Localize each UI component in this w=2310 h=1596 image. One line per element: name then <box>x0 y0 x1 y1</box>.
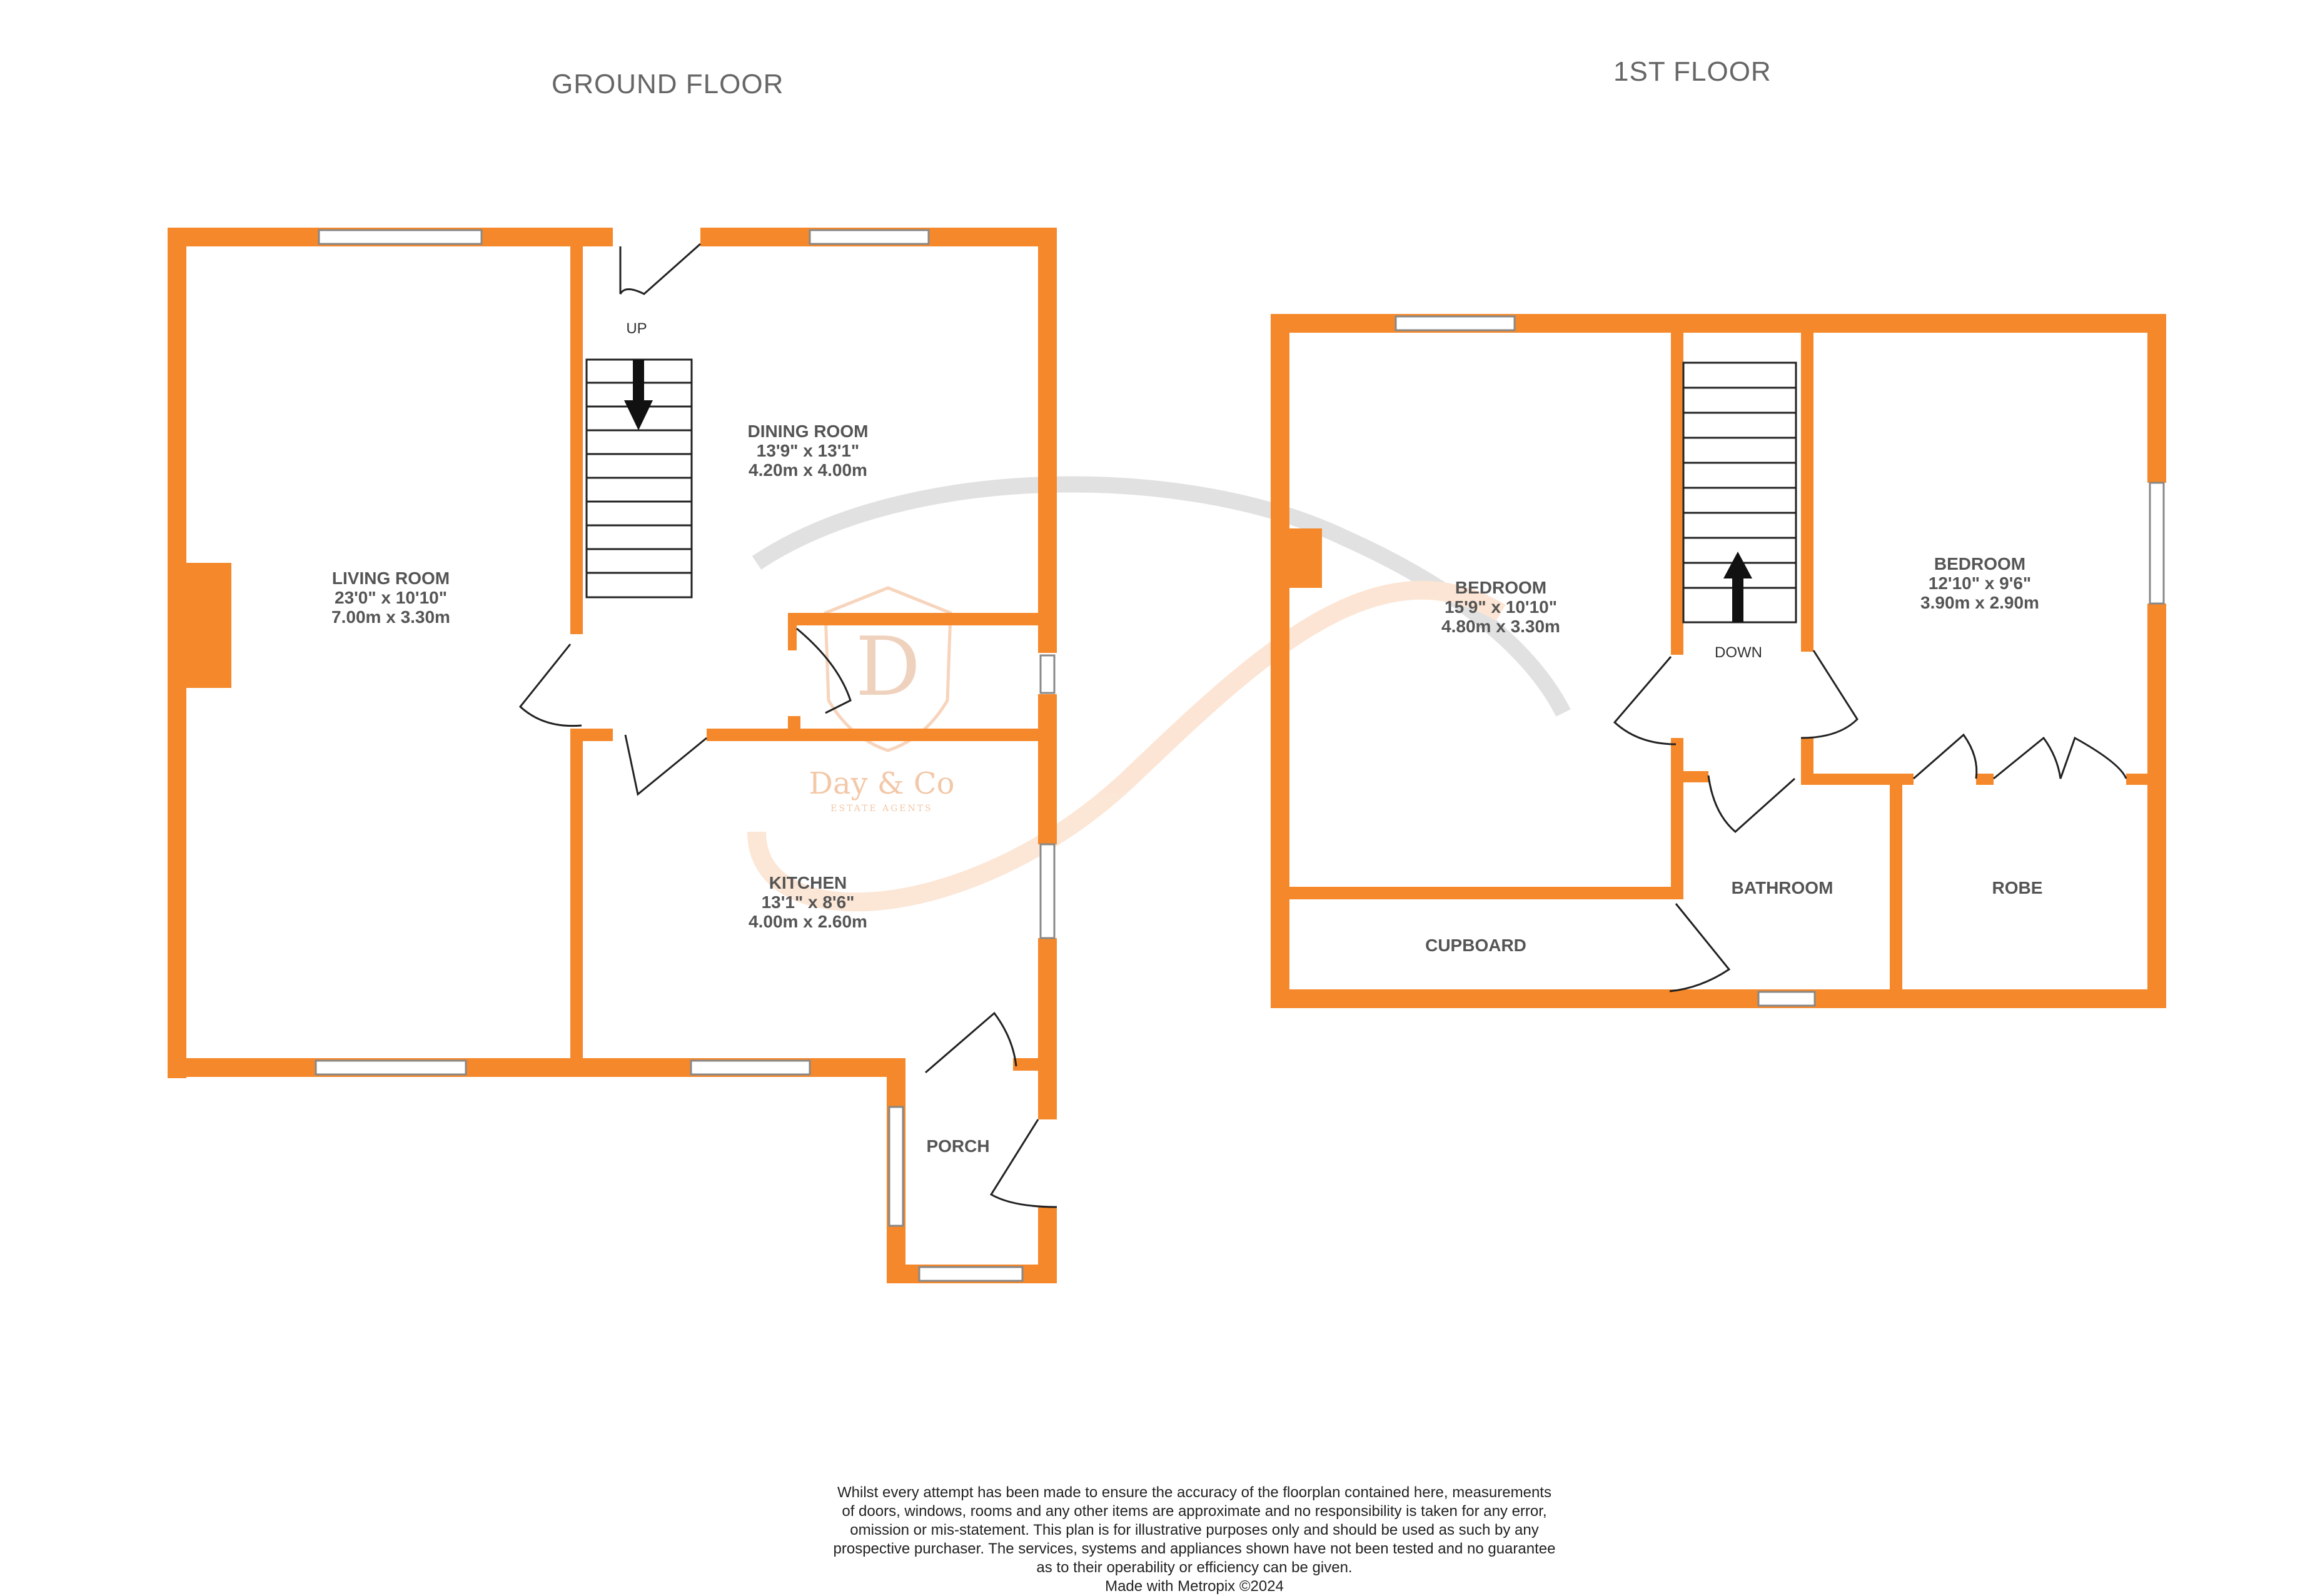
ff-window-bedroom-top <box>1396 316 1515 330</box>
ff-door-cupboard <box>1670 904 1729 991</box>
chimney-breast <box>186 563 231 688</box>
metropix-credit: Made with Metropix ©2024 <box>1105 1578 1284 1595</box>
wall-right-upper <box>1038 228 1057 653</box>
watermark-tagline: ESTATE AGENTS <box>830 804 933 814</box>
porch-label <box>926 1137 989 1156</box>
ff-door-bathroom <box>1708 775 1795 832</box>
ff-wall-stair-right <box>1801 333 1813 652</box>
window-kitchen-side <box>1041 844 1054 938</box>
wall-dining-kitchen <box>707 729 1038 741</box>
ff-door-bedroom2 <box>1801 650 1857 738</box>
bedroom-2-metric: 3.90m x 2.90m <box>1920 592 2039 612</box>
ff-wall-stair-left <box>1671 333 1683 655</box>
bedroom-2-imperial: 12'10" x 9'6" <box>1928 573 2032 593</box>
dining-room-metric: 4.20m x 4.00m <box>749 460 867 480</box>
ff-wall-bath-stub <box>1671 771 1708 782</box>
ff-wall-left <box>1271 314 1289 1008</box>
ff-wall-robe-left <box>1890 774 1902 1008</box>
living-room-imperial: 23'0" x 10'10" <box>334 587 448 607</box>
wall-dining-stub <box>575 729 613 741</box>
wall-cupboard-bottom-stub <box>788 716 800 732</box>
cupboard-label <box>1425 936 1526 956</box>
ff-wall-right-upper <box>2147 314 2166 483</box>
bedroom-1-metric: 4.80m x 3.30m <box>1441 616 1560 636</box>
ff-robe-door-left <box>1914 735 1977 779</box>
ff-wall-right-lower <box>2147 604 2166 1008</box>
ff-wall-bottom <box>1271 989 2166 1008</box>
door-front-dining <box>620 244 700 294</box>
disclaimer-line: as to their operability or efficiency can be given. <box>1036 1559 1353 1576</box>
ff-wall-bath-left <box>1671 738 1683 899</box>
bedroom-1-name: BEDROOM <box>1455 578 1547 597</box>
disclaimer-line: of doors, windows, rooms and any other items are approximate and no responsibility is taken for any error, <box>842 1503 1547 1520</box>
window-dining-side <box>1041 655 1054 693</box>
window-living-top <box>319 230 482 244</box>
door-porch-inner <box>926 1013 1016 1073</box>
door-living <box>520 644 582 726</box>
kitchen-label <box>749 874 867 931</box>
cupboard-name: CUPBOARD <box>1425 936 1526 955</box>
bedroom-2-label <box>1920 555 2039 612</box>
disclaimer <box>775 1483 1613 1596</box>
bedroom-1-imperial: 15'9" x 10'10" <box>1444 597 1558 617</box>
ff-wall-robe-stub <box>1976 774 1994 785</box>
first-floor-title: 1ST FLOOR <box>1613 56 1772 87</box>
window-living-bottom <box>316 1061 466 1074</box>
disclaimer-line: Whilst every attempt has been made to ensure the accuracy of the floorplan contained here, measurements <box>837 1484 1551 1501</box>
disclaimer-line: prospective purchaser. The services, systems and appliances shown have not been tested and no guarantee <box>833 1540 1556 1557</box>
dining-room-imperial: 13'9" x 13'1" <box>756 440 860 460</box>
window-porch-bottom <box>919 1267 1022 1281</box>
ff-wall-robe-stub-right <box>2126 774 2147 785</box>
wall-cupboard-side <box>788 613 797 650</box>
wall-living-kitchen <box>570 729 583 1060</box>
robe-name: ROBE <box>1992 878 2043 897</box>
ground-floor-plan <box>168 228 1057 1283</box>
robe-label <box>1992 879 2043 898</box>
living-room-metric: 7.00m x 3.30m <box>331 607 450 627</box>
living-room-name: LIVING ROOM <box>331 568 450 588</box>
kitchen-name: KITCHEN <box>769 873 847 892</box>
window-dining-top <box>810 230 929 244</box>
porch-name: PORCH <box>926 1136 990 1156</box>
ff-door-bedroom1 <box>1615 657 1676 744</box>
door-cupboard <box>797 629 850 713</box>
wall-right-lower <box>1038 694 1057 844</box>
watermark-monogram: D <box>855 619 921 714</box>
disclaimer-line: omission or mis-statement. This plan is for illustrative purposes only and should be used as such by any <box>850 1522 1539 1538</box>
bathroom-name: BATHROOM <box>1731 878 1833 897</box>
wall-right-kitchen <box>1038 938 1057 1119</box>
wall-left <box>168 228 186 1078</box>
bedroom-1-label <box>1441 578 1560 636</box>
ff-robe-door-mid <box>1994 738 2126 779</box>
ff-window-bedroom2-side <box>2150 483 2164 604</box>
bedroom-2-name: BEDROOM <box>1934 554 2026 573</box>
bathroom-label <box>1732 879 1833 898</box>
door-kitchen <box>625 735 707 794</box>
ff-chimney <box>1289 528 1322 588</box>
window-porch-side <box>889 1107 903 1226</box>
ff-wall-cupboard-top <box>1289 887 1683 899</box>
dining-room-label <box>748 422 869 480</box>
kitchen-metric: 4.00m x 2.60m <box>749 911 867 931</box>
door-porch-outer <box>991 1119 1057 1207</box>
stairs-down-label: DOWN <box>1715 644 1762 661</box>
ground-floor-title: GROUND FLOOR <box>552 69 784 99</box>
ff-window-bathroom <box>1758 992 1815 1006</box>
dining-room-name: DINING ROOM <box>747 422 869 441</box>
wall-living-dining <box>570 246 583 634</box>
kitchen-imperial: 13'1" x 8'6" <box>761 892 855 912</box>
stairs-up-label: UP <box>626 320 647 337</box>
living-room-label <box>331 569 450 627</box>
watermark-brand-name: Day & Co <box>809 766 955 801</box>
window-kitchen-bottom <box>691 1061 810 1074</box>
